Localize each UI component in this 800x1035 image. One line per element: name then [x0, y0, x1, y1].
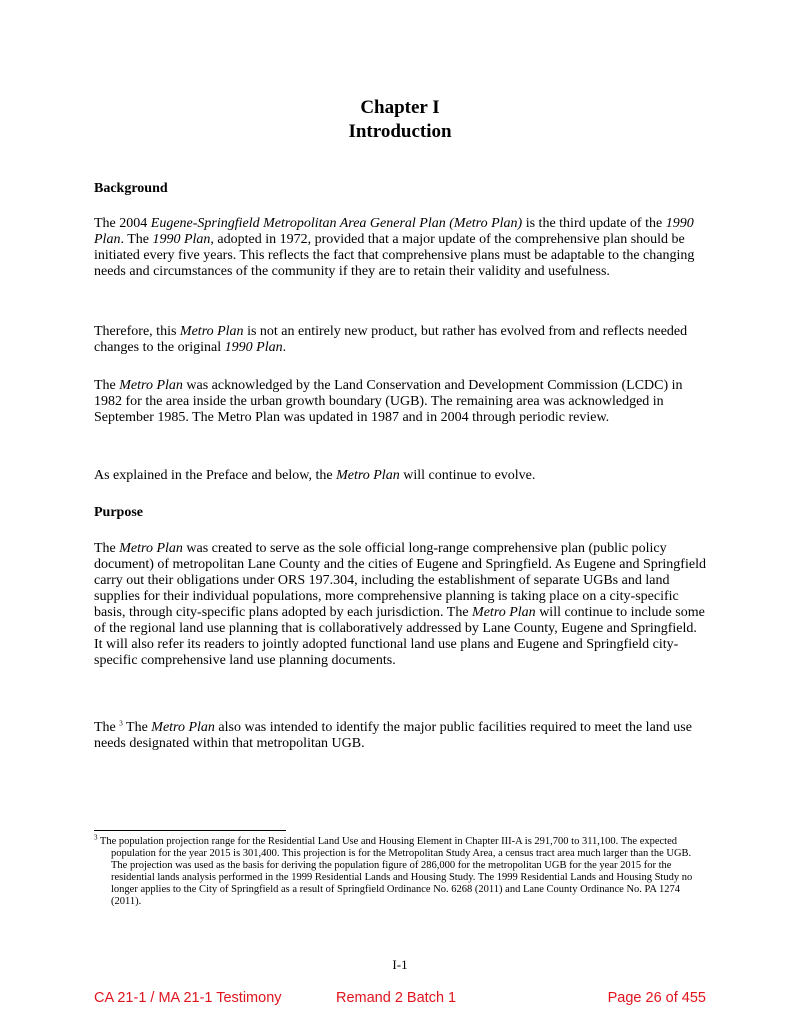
section-heading-background: Background: [94, 181, 168, 196]
background-paragraph-4: As explained in the Preface and below, the Metro Plan will continue to evolve.: [94, 468, 536, 483]
stamp-batch-label: Remand 2 Batch 1: [336, 990, 457, 1006]
section-heading-purpose: Purpose: [94, 505, 143, 520]
footnote-reference[interactable]: 3: [119, 719, 123, 728]
purpose-paragraph-1: The Metro Plan was created to serve as the sole official long-range comprehensive plan (public policy document) of metropolitan Lane County and the cities of Eugene and Springfield. As Eugene and Springfield carry out their obligations under ORS 197.304, including the establishment of separate UGBs and land supplies for their individual populations, more comprehensive planning is taking place on a city-specific basis, through city-specific plans adopted by each jurisdiction. The Metro Plan will continue to include some of the regional land use planning that is collaboratively addressed by Lane County, Eugene and Springfield. It will also refer its readers to jointly adopted functional land use plans and Eugene and Springfield city-specific comprehensive land use planning documents.: [94, 541, 706, 668]
footnote-divider: [94, 830, 286, 831]
footnote-text: The population projection range for the Residential Land Use and Housing Element in Chapter III-A is 291,700 to 311,100. The expected population for the year 2015 is 301,400. This projection is for the Metropolitan Study Area, a census tract area much larger than the UGB. The projection was used as the basis for deriving the population figure of 286,000 for the metropolitan UGB for the year 2015 for the residential lands analysis performed in the 1999 Residential Lands and Housing Study. The 1999 Residential Lands and Housing Study no longer applies to the City of Springfield as a result of Springfield Ordinance No. 6268 (2011) and Lane County Ordinance No. PA 1274 (2011).: [97, 836, 693, 907]
chapter-label: Chapter I: [360, 97, 440, 118]
purpose-paragraph-2: The $^3$ The Metro Plan also was intended to identify the major public facilities required to meet the land use needs designated within that metropolitan UGB.: [94, 719, 692, 751]
chapter-title: Introduction: [348, 121, 452, 142]
background-paragraph-2: Therefore, this Metro Plan is not an entirely new product, but rather has evolved from and reflects needed changes to the original 1990 Plan.: [94, 324, 688, 355]
page-number: I-1: [392, 957, 408, 972]
footnote-number: 3: [94, 833, 98, 842]
background-paragraph-1: The 2004 Eugene-Springfield Metropolitan Area General Plan (Metro Plan) is the third update of the 1990 Plan. The 1990 Plan, adopted in 1972, provided that a major update of the comprehensive plan should be initiated every five years. This reflects the fact that comprehensive plans must be adaptable to the changing needs and circumstances of the community if they are to retain their validity and usefulness.: [94, 216, 695, 279]
footnote: [94, 833, 706, 908]
stamp-page-label: Page 26 of 455: [607, 990, 706, 1006]
stamp-case-label: CA 21-1 / MA 21-1 Testimony: [94, 990, 282, 1006]
background-paragraph-3: The Metro Plan was acknowledged by the Land Conservation and Development Commission (LCDC) in 1982 for the area inside the urban growth boundary (UGB). The remaining area was acknowledged in September 1985. The Metro Plan was updated in 1987 and in 2004 through periodic review.: [94, 378, 683, 425]
